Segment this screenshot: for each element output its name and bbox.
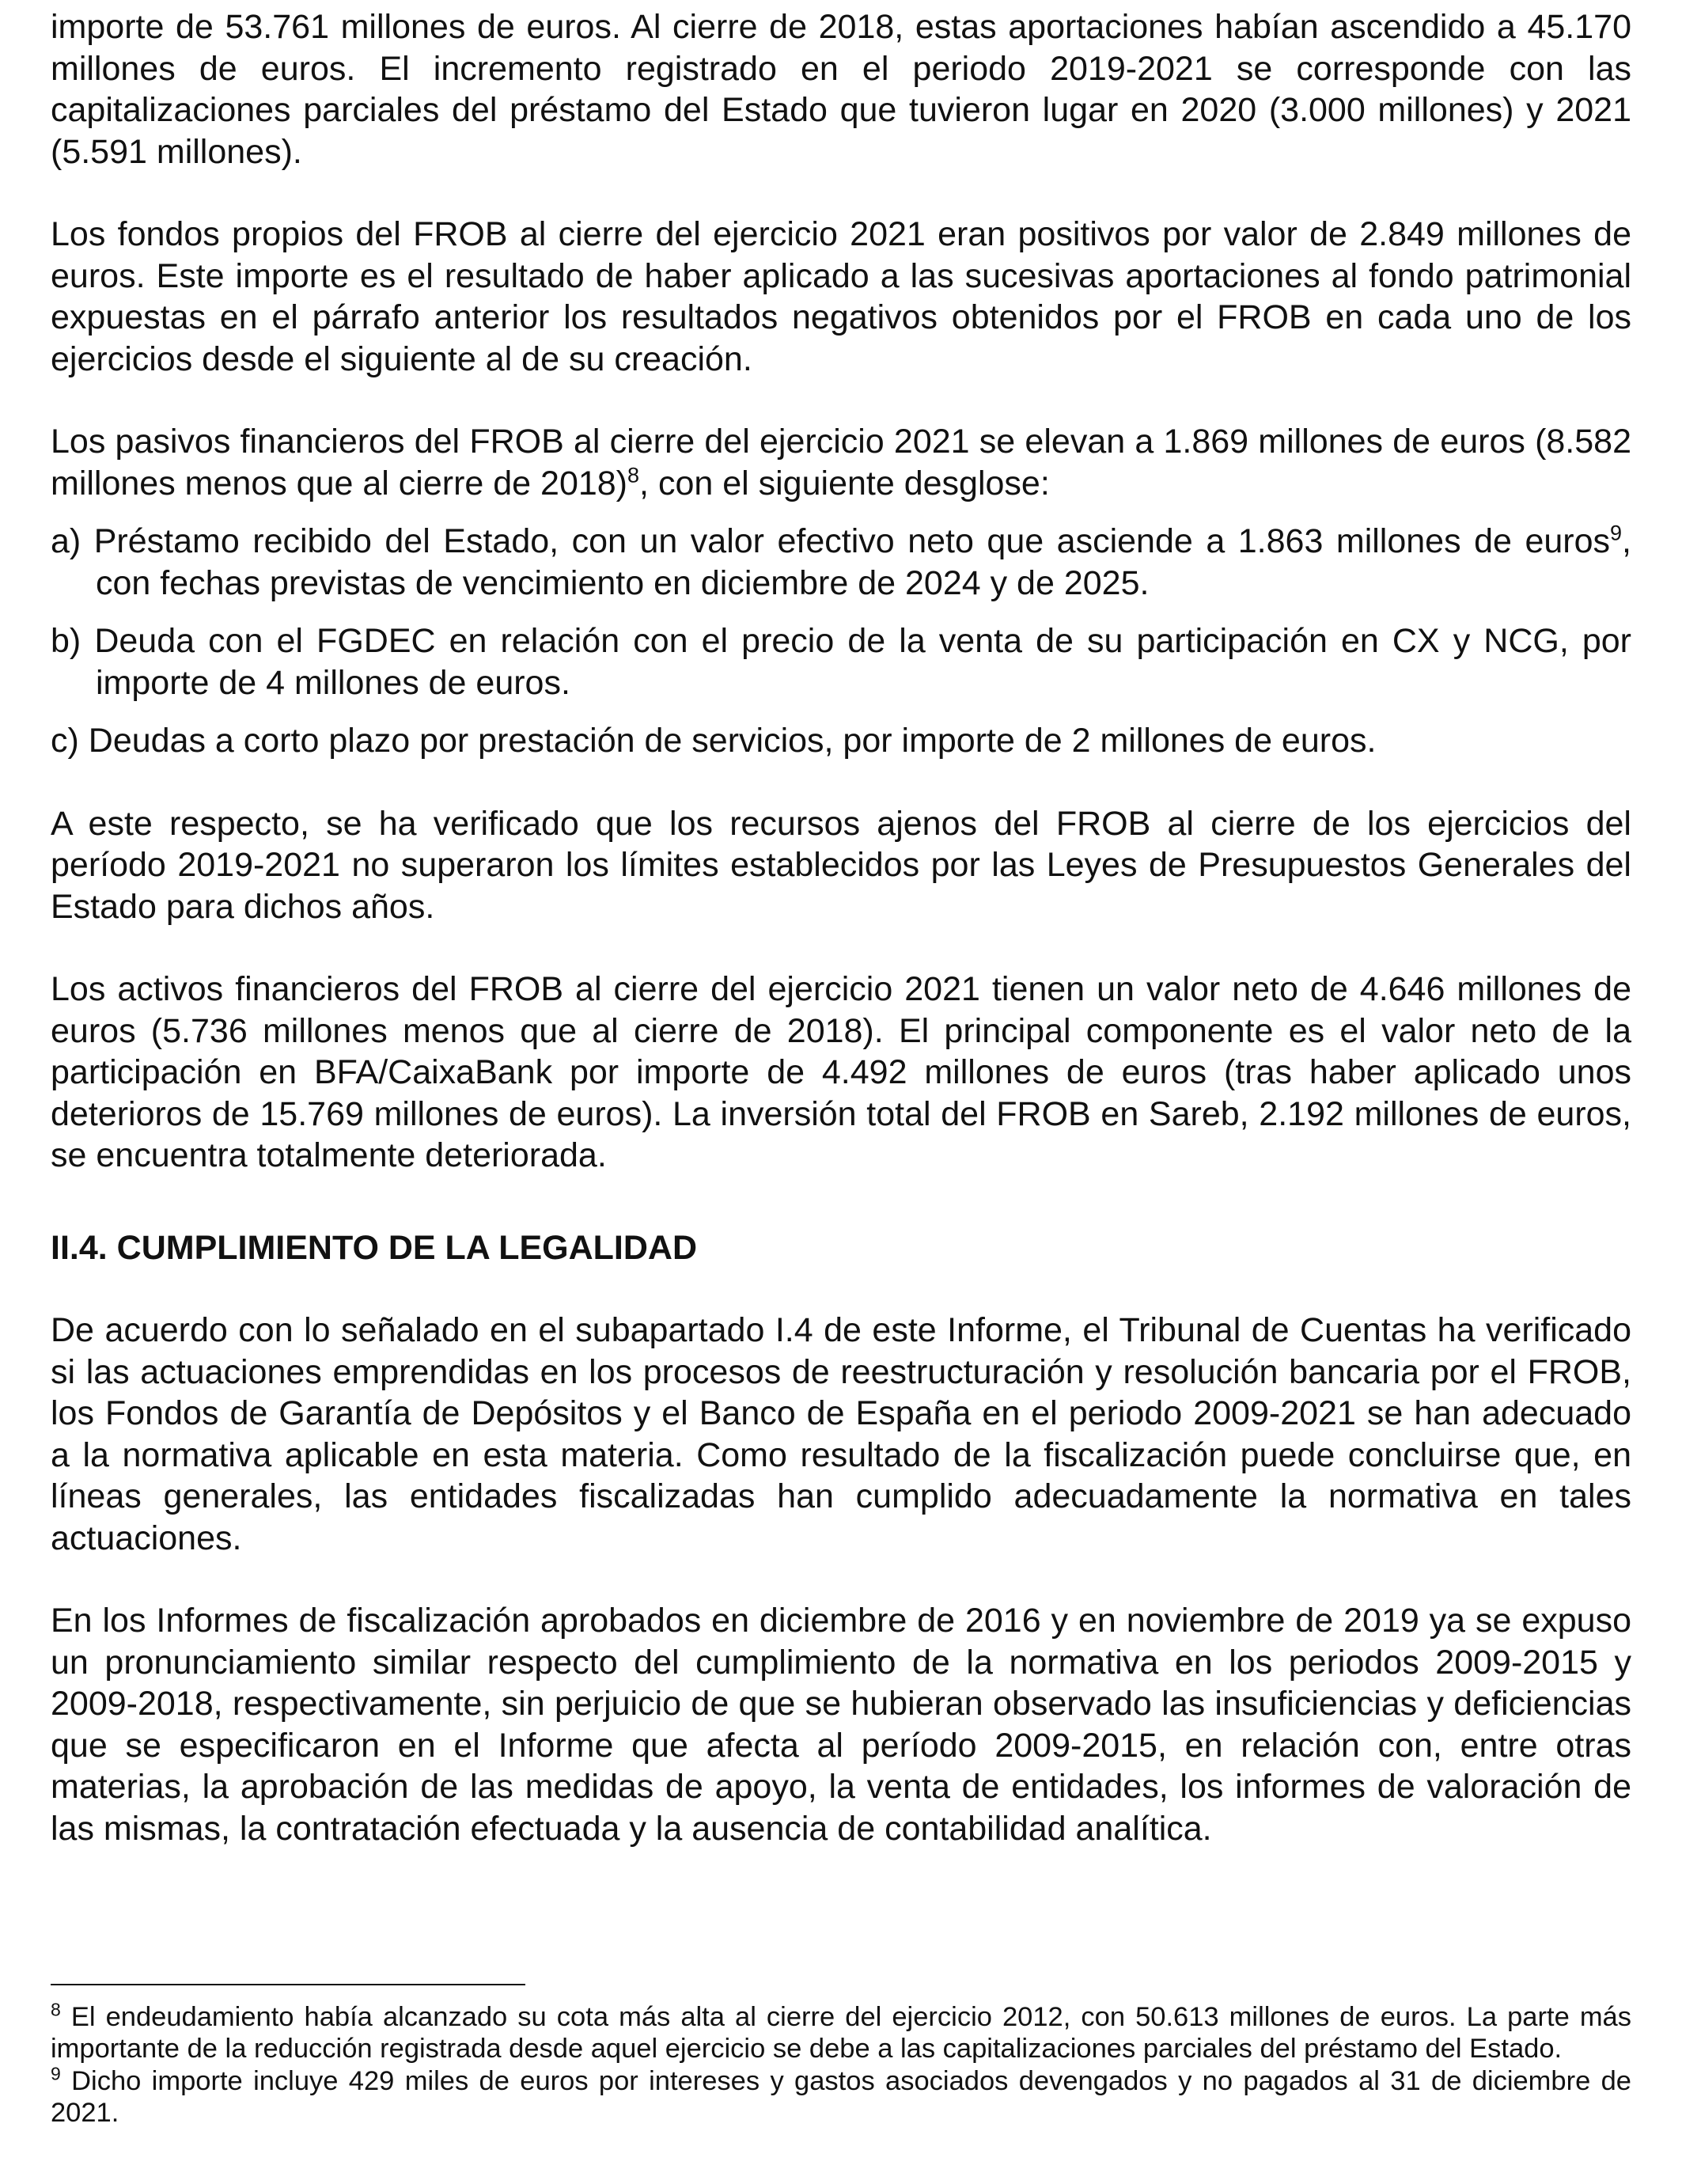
footnote-9 (51, 2063, 1631, 2129)
section-heading: II.4. CUMPLIMIENTO DE LA LEGALIDAD (51, 1228, 698, 1267)
pasivos-text: Los pasivos financieros del FROB al cierre del ejercicio 2021 se elevan a 1.869 millones de euros (8.582 millones menos que al cierre de 2018) (51, 423, 1631, 502)
footnote-8-text: El endeudamiento había alcanzado su cota más alta al cierre del ejercicio 2012, con 50.613 millones de euros. La parte más importante de la reducción registrada desde aquel ejercicio se debe a las capitalizaciones parciales del préstamo del Estado. (51, 2002, 1631, 2064)
footnote-ref-8[interactable]: 8 (627, 463, 640, 487)
paragraph-informes-previos: En los Informes de fiscalización aprobados en diciembre de 2016 y en noviembre de 2019 ya se expuso un pronunciamiento similar respecto del cumplimiento de la normativa en los periodos 2009-2015 y 2009-2018, respectivamente, sin perjuicio de que se hubieran observado las insuficiencias y deficiencias que se especificaron en el Informe que afecta al período 2009-2015, en relación con, entre otras materias, la aprobación de las medidas de apoyo, la venta de entidades, los informes de valoración de las mismas, la contratación efectuada y la ausencia de contabilidad analítica. (51, 1602, 1631, 1848)
footnote-ref-9[interactable]: 9 (1610, 521, 1623, 545)
footnote-9-number: 9 (51, 2063, 61, 2084)
paragraph-recursos-ajenos: A este respecto, se ha verificado que los recursos ajenos del FROB al cierre de los ejercicios del período 2019-2021 no superaron los límites establecidos por las Leyes de Presupuestos Generales del Estado para dichos años. (51, 804, 1631, 926)
paragraph-activos-financieros: Los activos financieros del FROB al cierre del ejercicio 2021 tienen un valor neto de 4.646 millones de euros (5.736 millones menos que al cierre de 2018). El principal componente es el valor neto de la participación en BFA/CaixaBank por importe de 4.492 millones de euros (tras haber aplicado unos deterioros de 15.769 millones de euros). La inversión total del FROB en Sareb, 2.192 millones de euros, se encuentra totalmente deteriorada. (51, 970, 1631, 1174)
list-item-a-text: a) Préstamo recibido del Estado, con un valor efectivo neto que asciende a 1.863 millones de euros (51, 522, 1611, 560)
footnote-8-number: 8 (51, 1999, 61, 2020)
footnote-8 (51, 1999, 1631, 2065)
document-body (51, 6, 1631, 1849)
pasivos-tail: , con el siguiente desglose: (639, 464, 1050, 502)
list-item-a-tail: , con fechas previstas de vencimiento en diciembre de 2024 y de 2025. (96, 522, 1631, 602)
list-item-b: b) Deuda con el FGDEC en relación con el precio de la venta de su participación en CX y NCG, por importe de 4 millones de euros. (51, 622, 1631, 702)
paragraph-pasivos-financieros (51, 421, 1631, 504)
list-item-c: c) Deudas a corto plazo por prestación de servicios, por importe de 2 millones de euros. (51, 722, 1377, 760)
list-item-a (51, 521, 1631, 604)
footnote-9-text: Dicho importe incluye 429 miles de euros por intereses y gastos asociados devengados y no pagados al 31 de diciembre de 2021. (51, 2066, 1631, 2128)
paragraph-aportaciones: importe de 53.761 millones de euros. Al cierre de 2018, estas aportaciones habían ascendido a 45.170 millones de euros. El incremento registrado en el periodo 2019-2021 se corresponde con las capitalizaciones parciales del préstamo del Estado que tuvieron lugar en 2020 (3.000 millones) y 2021 (5.591 millones). (51, 8, 1631, 171)
paragraph-legalidad: De acuerdo con lo señalado en el subapartado I.4 de este Informe, el Tribunal de Cuentas ha verificado si las actuaciones emprendidas en los procesos de reestructuración y resolución bancaria por el FROB, los Fondos de Garantía de Depósitos y el Banco de España en el periodo 2009-2021 se han adecuado a la normativa aplicable en esta materia. Como resultado de la fiscalización puede concluirse que, en líneas generales, las entidades fiscalizadas han cumplido adecuadamente la normativa en tales actuaciones. (51, 1311, 1631, 1557)
footnotes (51, 1999, 1631, 2130)
paragraph-fondos-propios: Los fondos propios del FROB al cierre del ejercicio 2021 eran positivos por valor de 2.849 millones de euros. Este importe es el resultado de haber aplicado a las sucesivas aportaciones al fondo patrimonial expuestas en el párrafo anterior los resultados negativos obtenidos por el FROB en cada uno de los ejercicios desde el siguiente al de su creación. (51, 215, 1631, 378)
footnote-divider (51, 1984, 525, 1985)
